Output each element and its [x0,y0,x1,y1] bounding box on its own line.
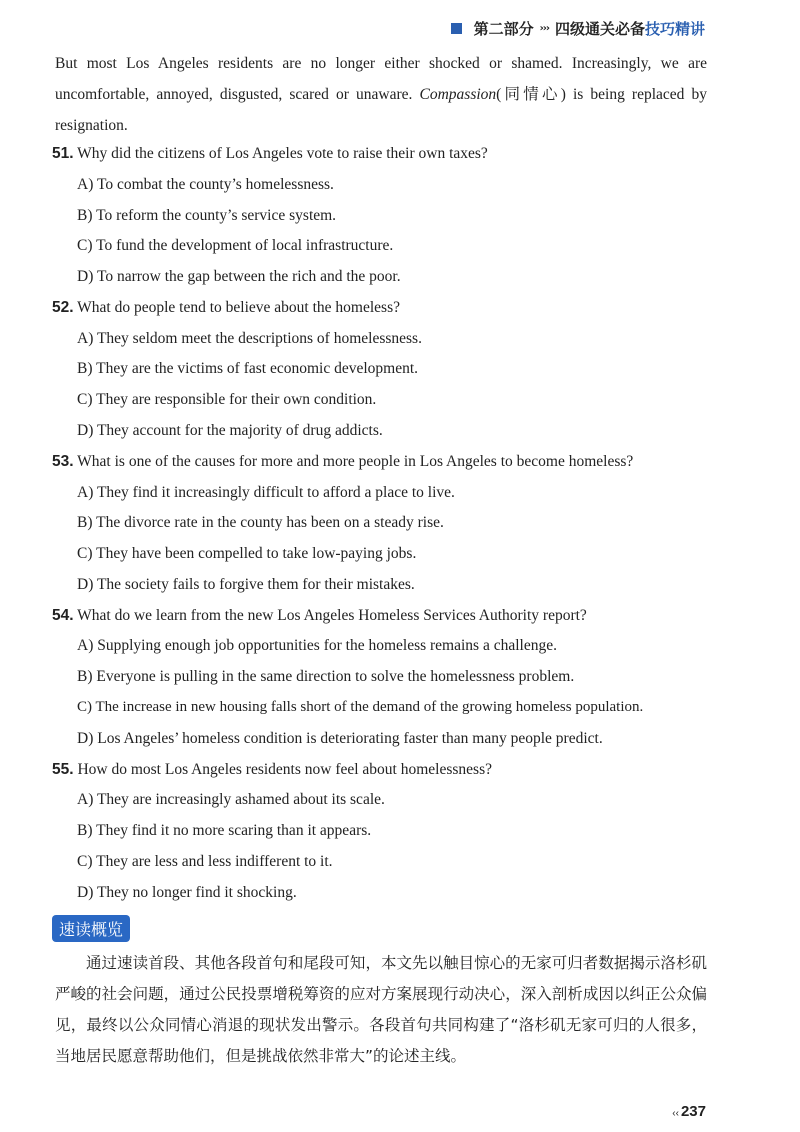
intro-paragraph [55,48,707,141]
option: A) They are increasingly ashamed about its scale. [77,791,385,808]
header-section: 第二部分 [473,20,534,38]
question-number: 52. [52,299,74,316]
question-text: What do people tend to believe about the homeless? [77,299,400,316]
running-header [451,18,705,39]
option: A) They find it increasingly difficult to afford a place to live. [77,484,455,501]
option: D) They account for the majority of drug addicts. [77,422,383,439]
page-number [672,1103,706,1120]
option: A) Supplying enough job opportunities for the homeless remains a challenge. [77,637,557,654]
intro-italic-term: Compassion [419,86,497,103]
option: D) The society fails to forgive them for their mistakes. [77,576,415,593]
question-text: Why did the citizens of Los Angeles vote to raise their own taxes? [77,145,488,162]
option: B) They find it no more scaring than it appears. [77,822,372,839]
option: D) Los Angeles’ homeless condition is deteriorating faster than many people predict. [77,730,603,747]
question-number: 53. [52,453,74,470]
question-number: 54. [52,607,74,624]
option: A) To combat the county’s homelessness. [77,176,334,193]
option: B) They are the victims of fast economic development. [77,360,419,377]
intro-text-after: (同情心) is being replaced by resignation. [55,86,707,134]
option: B) The divorce rate in the county has been on a steady rise. [77,514,444,531]
question-51 [52,145,488,163]
option: C) They are less and less indifferent to it. [77,853,333,870]
question-text: What do we learn from the new Los Angeles Homeless Services Authority report? [77,607,587,624]
option: B) Everyone is pulling in the same direction to solve the homelessness problem. [77,668,575,685]
page-number-value: 237 [680,1103,706,1120]
header-title-accent: 技巧精讲 [644,20,705,38]
question-55 [52,761,492,779]
summary-paragraph: 通过速读首段、其他各段首句和尾段可知，本文先以触目惊心的无家可归者数据揭示洛杉矶严峻的社会问题，通过公民投票增税筹资的应对方案展现行动决心，深入剖析成因以纠正公众偏见，最终以公众同情心消退的现状发出警示。各段首句共同构建了“洛杉矶无家可归的人很多，当地居民愿意帮助他们，但是挑战依然非常大”的论述主线。 [55,954,707,1065]
question-number: 51. [52,145,74,162]
arrows-icon: ››› [539,23,549,34]
section-badge: 速读概览 [52,915,130,942]
option: D) They no longer find it shocking. [77,884,297,901]
header-title: 四级通关必备 [554,20,645,38]
option: C) They have been compelled to take low-paying jobs. [77,545,417,562]
option: C) To fund the development of local infrastructure. [77,237,394,254]
question-53 [52,453,633,471]
option: B) To reform the county’s service system. [77,207,337,224]
question-text: What is one of the causes for more and more people in Los Angeles to become homeless? [77,453,634,470]
intro-text-before: But most Los Angeles residents are no longer either shocked or shamed. Increasingly, we are uncomfortable, annoyed, disgusted, scared or unaware. [55,55,707,103]
option: C) The increase in new housing falls short of the demand of the growing homeless population. [77,699,644,715]
option: A) They seldom meet the descriptions of homelessness. [77,330,422,347]
square-bullet-icon [451,23,462,34]
question-54 [52,607,587,625]
page-marker-icon: ‹‹ [672,1108,679,1119]
option: D) To narrow the gap between the rich and the poor. [77,268,401,285]
option: C) They are responsible for their own condition. [77,391,377,408]
question-number: 55. [52,761,74,778]
question-text: How do most Los Angeles residents now feel about homelessness? [77,761,492,778]
question-52 [52,299,400,317]
